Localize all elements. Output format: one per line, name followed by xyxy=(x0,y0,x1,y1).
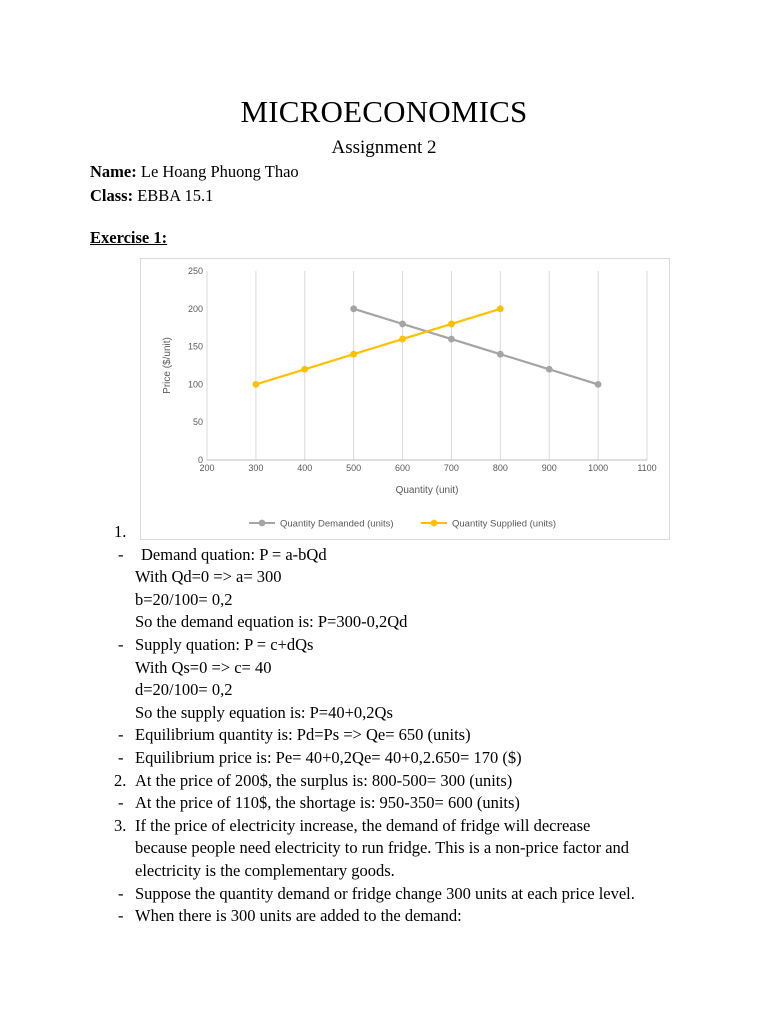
x-tick-label: 600 xyxy=(395,463,411,473)
answer-line: Equilibrium quantity is: Pd=Ps => Qe= 650 (units) xyxy=(135,725,471,745)
data-point xyxy=(350,351,357,358)
answer-line: With Qd=0 => a= 300 xyxy=(135,567,282,587)
series-line xyxy=(354,309,598,385)
student-name-line xyxy=(90,162,299,182)
answer-line: Suppose the quantity demand or fridge change 300 units at each price level. xyxy=(135,883,635,903)
data-point xyxy=(399,336,406,343)
data-point xyxy=(546,366,553,373)
line-marker: 2. xyxy=(114,770,127,790)
legend-marker xyxy=(259,520,266,527)
series-line xyxy=(256,309,500,385)
x-tick-label: 1100 xyxy=(637,463,657,473)
answer-line: So the supply equation is: P=40+0,2Qs xyxy=(135,702,393,722)
data-point xyxy=(595,381,602,388)
y-tick-label: 150 xyxy=(187,341,203,352)
line-marker: - xyxy=(118,635,124,654)
legend-label: Quantity Demanded (units) xyxy=(280,518,394,530)
data-point xyxy=(252,381,259,388)
class-label: Class: xyxy=(90,186,134,205)
x-tick-label: 900 xyxy=(541,463,557,473)
answer-line: So the demand equation is: P=300-0,2Qd xyxy=(135,612,408,632)
answer-line: When there is 300 units are added to the demand: xyxy=(135,906,462,926)
exercise-heading: Exercise 1: xyxy=(90,228,168,247)
x-tick-label: 700 xyxy=(443,463,459,473)
data-point xyxy=(448,336,455,343)
y-tick-label: 100 xyxy=(187,379,203,390)
line-marker: 1. xyxy=(114,522,127,541)
x-axis-title: Quantity (unit) xyxy=(395,485,459,496)
answer-line: At the price of 200$, the surplus is: 800-500= 300 (units) xyxy=(135,770,513,790)
chart-svg xyxy=(141,259,669,539)
answer-line: Supply quation: P = c+dQs xyxy=(135,635,314,654)
data-point xyxy=(448,321,455,328)
data-point xyxy=(399,321,406,328)
name-value: Le Hoang Phuong Thao xyxy=(140,162,299,181)
y-tick-label: 250 xyxy=(187,266,203,276)
answer-line: d=20/100= 0,2 xyxy=(135,680,233,700)
x-tick-label: 200 xyxy=(199,463,215,473)
answer-line: electricity is the complementary goods. xyxy=(135,861,395,880)
x-tick-label: 400 xyxy=(297,463,313,473)
answer-line: Equilibrium price is: Pe= 40+0,2Qe= 40+0,2.650= 170 ($) xyxy=(135,748,522,767)
line-marker: 3. xyxy=(114,815,127,835)
x-tick-label: 500 xyxy=(346,463,362,473)
answer-line: b=20/100= 0,2 xyxy=(135,589,233,609)
supply-demand-chart xyxy=(140,258,670,540)
line-marker: - xyxy=(118,793,124,813)
legend-label: Quantity Supplied (units) xyxy=(452,518,557,530)
line-marker: - xyxy=(118,883,124,903)
data-point xyxy=(497,305,504,312)
y-tick-label: 200 xyxy=(187,303,203,314)
x-tick-label: 800 xyxy=(492,463,508,473)
answer-line: Demand quation: P = a-bQd xyxy=(141,544,327,564)
line-marker: - xyxy=(118,748,124,767)
line-marker: - xyxy=(118,544,124,564)
answer-line: because people need electricity to run fridge. This is a non-price factor and xyxy=(135,838,630,858)
data-point xyxy=(497,351,504,358)
data-point xyxy=(350,305,357,312)
document-title: MICROECONOMICS xyxy=(240,94,528,129)
y-tick-label: 0 xyxy=(197,455,203,465)
line-marker: - xyxy=(118,906,124,926)
answer-line: With Qs=0 => c= 40 xyxy=(135,657,272,677)
name-label: Name: xyxy=(90,162,137,181)
student-class-line xyxy=(90,186,213,206)
y-axis-title: Price ($/unit) xyxy=(162,337,173,394)
answer-line: At the price of 110$, the shortage is: 950-350= 600 (units) xyxy=(135,793,520,813)
x-tick-label: 1000 xyxy=(588,463,609,473)
y-tick-label: 50 xyxy=(192,417,203,428)
data-point xyxy=(301,366,308,373)
document-subtitle: Assignment 2 xyxy=(331,137,437,158)
x-tick-label: 300 xyxy=(248,463,264,473)
class-value: EBBA 15.1 xyxy=(137,186,214,205)
line-marker: - xyxy=(118,725,124,745)
legend-marker xyxy=(431,520,438,527)
answer-line: If the price of electricity increase, the demand of fridge will decrease xyxy=(135,815,591,835)
